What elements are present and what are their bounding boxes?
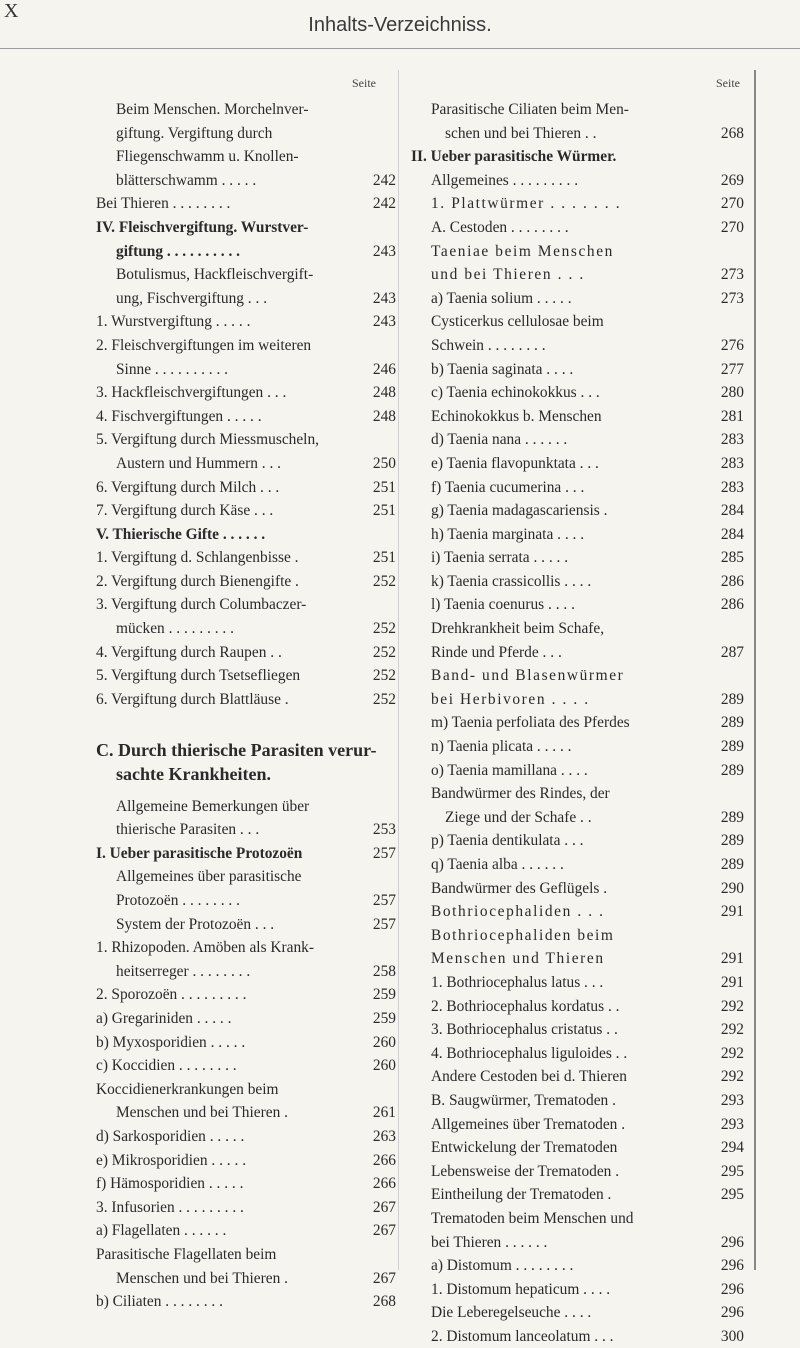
toc-entry	[96, 523, 396, 547]
toc-entry	[96, 98, 396, 122]
toc-entry	[96, 739, 396, 763]
toc-entry-label: Bothriocephaliden . . .	[431, 903, 605, 921]
toc-entry-label: c) Koccidien . . . . . . . .	[96, 1057, 237, 1075]
toc-entry-label: Austern und Hummern . . .	[116, 454, 281, 472]
toc-entry	[96, 145, 396, 169]
toc-entry-label: 7. Vergiftung durch Käse . . .	[96, 502, 274, 520]
toc-entry-label: 4. Fischvergiftungen . . . . .	[96, 407, 262, 425]
toc-entry	[96, 960, 396, 984]
toc-entry-label: heitserreger . . . . . . . .	[116, 962, 251, 980]
toc-entry	[96, 216, 396, 240]
toc-entry-label: Allgemeines über Trematoden .	[431, 1115, 626, 1133]
toc-entry	[96, 476, 396, 500]
left-seite-label: Seite	[352, 76, 376, 90]
toc-entry	[411, 452, 744, 476]
toc-entry-label: Fliegenschwamm u. Knollen-	[116, 148, 299, 166]
toc-entry	[96, 593, 396, 617]
toc-entry-page: 250	[372, 454, 396, 472]
toc-entry-label: Allgemeines über parasitische	[116, 868, 302, 886]
toc-entry-label: Rinde und Pferde . . .	[431, 643, 562, 661]
toc-entry-page: 257	[372, 844, 396, 862]
toc-entry-label: II. Ueber parasitische Würmer.	[411, 148, 617, 166]
toc-entry-label: Ziege und der Schafe . .	[445, 808, 592, 826]
toc-entry	[96, 763, 396, 787]
toc-entry-page: 293	[720, 1091, 744, 1109]
toc-entry-label: k) Taenia crassicollis . . . .	[431, 572, 592, 590]
toc-entry-page: 283	[720, 478, 744, 496]
toc-entry-label: Parasitische Flagellaten beim	[96, 1245, 277, 1263]
toc-entry-page: 287	[720, 643, 744, 661]
toc-entry-page: 295	[720, 1186, 744, 1204]
toc-entry-page: 289	[720, 738, 744, 756]
toc-entry-page: 257	[372, 892, 396, 909]
toc-entry	[96, 240, 396, 264]
toc-entry-page: 285	[720, 549, 744, 567]
toc-entry-page: 269	[720, 171, 744, 189]
toc-entry	[411, 381, 744, 405]
toc-entry-page: 268	[720, 124, 744, 142]
toc-entry	[411, 499, 744, 523]
right-seite-label: Seite	[716, 76, 740, 90]
toc-entry-page: 261	[372, 1104, 396, 1122]
toc-entry-label: Band- und Blasenwürmer	[431, 667, 625, 685]
toc-entry	[411, 287, 744, 311]
toc-entry-page: 267	[372, 1222, 396, 1240]
toc-entry-label: o) Taenia mamillana . . . .	[431, 761, 588, 779]
toc-entry-label: Die Leberegelseuche . . . .	[431, 1304, 592, 1322]
toc-entry	[96, 546, 396, 570]
toc-entry-label: 5. Vergiftung durch Tsetsefliegen	[96, 667, 301, 685]
toc-entry-page: 289	[720, 808, 744, 826]
toc-entry	[411, 216, 744, 240]
toc-entry-label: d) Taenia nana . . . . . .	[431, 431, 568, 449]
toc-left-column	[96, 98, 396, 1314]
toc-entry-label: e) Mikrosporidien . . . . .	[96, 1151, 247, 1169]
toc-entry	[411, 947, 744, 971]
toc-entry-page: 263	[372, 1127, 396, 1145]
toc-entry	[96, 1243, 396, 1267]
toc-entry-page: 243	[372, 289, 396, 307]
toc-entry	[411, 759, 744, 783]
toc-entry-label: g) Taenia madagascariensis .	[431, 502, 608, 520]
toc-entry-label: Schwein . . . . . . . .	[431, 336, 546, 354]
toc-entry	[411, 1160, 744, 1184]
toc-entry-page: 289	[720, 761, 744, 779]
toc-entry	[96, 1078, 396, 1102]
toc-entry-page: 273	[720, 289, 744, 307]
toc-entry	[411, 145, 744, 169]
toc-entry-page: 284	[720, 502, 744, 520]
toc-entry	[411, 476, 744, 500]
toc-entry-page: 286	[720, 596, 744, 614]
toc-entry	[411, 428, 744, 452]
toc-entry	[96, 818, 396, 842]
toc-entry-label: Bandwürmer des Geflügels .	[431, 879, 608, 897]
toc-entry-label: Botulismus, Hackfleischvergift-	[116, 266, 314, 284]
toc-entry-label: System der Protozoën . . .	[116, 915, 275, 933]
toc-entry-label: ung, Fischvergiftung . . .	[116, 289, 268, 307]
toc-entry-label: Parasitische Ciliaten beim Men-	[431, 101, 629, 118]
toc-entry	[411, 1113, 744, 1137]
toc-entry	[411, 853, 744, 877]
toc-entry	[411, 310, 744, 334]
toc-entry	[411, 711, 744, 735]
toc-entry-page: 289	[720, 714, 744, 732]
toc-entry	[96, 1290, 396, 1314]
toc-entry	[411, 806, 744, 830]
toc-entry	[96, 1172, 396, 1196]
toc-entry-label: Echinokokkus b. Menschen	[431, 407, 602, 425]
toc-entry	[96, 842, 396, 866]
toc-entry-page: 276	[720, 336, 744, 354]
toc-entry	[96, 334, 396, 358]
toc-entry-page: 292	[720, 1068, 744, 1086]
toc-entry-page: 296	[720, 1304, 744, 1322]
toc-entry-page: 286	[720, 572, 744, 590]
toc-entry-label: A. Cestoden . . . . . . . .	[431, 218, 569, 236]
toc-entry	[96, 287, 396, 311]
toc-entry	[96, 617, 396, 641]
toc-entry	[411, 1301, 744, 1325]
toc-entry-page: 277	[720, 360, 744, 378]
running-header-title: Inhalts-Verzeichniss.	[308, 14, 492, 36]
toc-entry	[411, 192, 744, 216]
toc-entry	[411, 122, 744, 146]
toc-entry-page: 291	[720, 903, 744, 921]
toc-entry-page: 296	[720, 1280, 744, 1298]
toc-entry-label: 1. Vergiftung d. Schlangenbisse .	[96, 549, 299, 567]
toc-entry-label: Cysticerkus cellulosae beim	[431, 313, 604, 331]
toc-entry	[411, 688, 744, 712]
toc-entry-label: Taeniae beim Menschen	[431, 242, 614, 260]
toc-entry	[411, 1278, 744, 1302]
toc-entry-label: Koccidienerkrankungen beim	[96, 1080, 279, 1098]
toc-entry-label: n) Taenia plicata . . . . .	[431, 738, 572, 756]
toc-entry-page: 291	[720, 950, 744, 968]
toc-entry-label: Lebensweise der Trematoden .	[431, 1162, 620, 1180]
toc-entry	[411, 1042, 744, 1066]
toc-entry-label: 1. Bothriocephalus latus . . .	[431, 973, 604, 991]
toc-entry	[96, 1267, 396, 1291]
toc-entry-page: 252	[372, 620, 396, 638]
toc-entry-label: Eintheilung der Trematoden .	[431, 1186, 612, 1204]
toc-entry-page: 293	[720, 1115, 744, 1133]
toc-entry-label: schen und bei Thieren . .	[445, 124, 597, 142]
toc-entry	[411, 593, 744, 617]
toc-entry-page: 258	[372, 962, 396, 980]
toc-entry	[411, 877, 744, 901]
toc-entry-label: Entwickelung der Trematoden	[431, 1139, 618, 1157]
toc-entry-label: a) Gregariniden . . . . .	[96, 1009, 232, 1027]
toc-entry-label: bei Thieren . . . . . .	[431, 1233, 548, 1251]
toc-entry	[96, 1031, 396, 1055]
toc-entry-page: 260	[372, 1033, 396, 1051]
toc-entry-page: 251	[372, 549, 396, 567]
toc-entry	[411, 900, 744, 924]
toc-entry-label: 1. Plattwürmer . . . . . . .	[431, 195, 622, 213]
toc-entry-page: 273	[720, 266, 744, 284]
toc-entry-label: Trematoden beim Menschen und	[431, 1209, 634, 1227]
toc-entry-label: B. Saugwürmer, Trematoden .	[431, 1091, 616, 1109]
toc-entry	[96, 1054, 396, 1078]
toc-entry-page: 300	[720, 1327, 744, 1345]
toc-entry-label: Menschen und Thieren	[431, 950, 605, 968]
toc-entry-label: Bothriocephaliden beim	[431, 926, 615, 944]
toc-entry-label: q) Taenia alba . . . . . .	[431, 856, 564, 873]
toc-entry-label: Protozoën . . . . . . . .	[116, 892, 240, 909]
toc-entry-label: b) Myxosporidien . . . . .	[96, 1033, 246, 1051]
toc-entry-label: Menschen und bei Thieren .	[116, 1269, 288, 1287]
toc-entry-label: Drehkrankheit beim Schafe,	[431, 620, 605, 638]
toc-entry	[411, 358, 744, 382]
toc-entry-label: bei Herbivoren . . . .	[431, 690, 590, 708]
toc-entry	[96, 122, 396, 146]
toc-entry	[96, 1196, 396, 1220]
toc-entry	[411, 1231, 744, 1255]
toc-entry-label: 1. Distomum hepaticum . . . .	[431, 1280, 611, 1298]
toc-entry-label: m) Taenia perfoliata des Pferdes	[431, 714, 630, 732]
toc-entry-label: l) Taenia coenurus . . . .	[431, 596, 575, 614]
toc-entry	[411, 240, 744, 264]
toc-entry	[411, 782, 744, 806]
toc-entry-label: a) Distomum . . . . . . . .	[431, 1257, 574, 1275]
toc-entry-page: 292	[720, 1044, 744, 1062]
toc-entry-page: 266	[372, 1175, 396, 1193]
toc-entry-page: 284	[720, 525, 744, 543]
toc-entry	[96, 169, 396, 193]
toc-entry-page: 291	[720, 973, 744, 991]
toc-entry	[96, 1101, 396, 1125]
toc-entry-page: 259	[372, 1009, 396, 1027]
toc-entry	[96, 452, 396, 476]
toc-entry	[411, 617, 744, 641]
toc-entry-page: 280	[720, 384, 744, 402]
toc-entry-label: und bei Thieren . . .	[431, 266, 585, 284]
toc-entry-page: 289	[720, 690, 744, 708]
toc-entry	[411, 641, 744, 665]
toc-entry-label: 6. Vergiftung durch Blattläuse .	[96, 690, 289, 708]
toc-entry	[411, 405, 744, 429]
toc-entry-page: 296	[720, 1233, 744, 1251]
toc-entry	[96, 499, 396, 523]
toc-entry-label: d) Sarkosporidien . . . . .	[96, 1127, 245, 1145]
toc-entry	[411, 570, 744, 594]
toc-entry-label: 1. Wurstvergiftung . . . . .	[96, 313, 251, 331]
toc-entry	[96, 263, 396, 287]
toc-entry	[411, 1136, 744, 1160]
toc-entry-page: 270	[720, 195, 744, 213]
toc-entry	[411, 1254, 744, 1278]
toc-entry-label: Sinne . . . . . . . . . .	[116, 360, 229, 378]
column-divider	[398, 70, 399, 1270]
toc-entry	[96, 1125, 396, 1149]
toc-entry-label: 5. Vergiftung durch Miessmuscheln,	[96, 431, 319, 449]
toc-entry-page: 267	[372, 1269, 396, 1287]
toc-entry-page: 242	[372, 171, 396, 189]
toc-entry-page: 252	[372, 690, 396, 708]
toc-entry-page: 289	[720, 856, 744, 873]
toc-entry-page: 295	[720, 1162, 744, 1180]
toc-entry-label: i) Taenia serrata . . . . .	[431, 549, 569, 567]
toc-entry	[411, 523, 744, 547]
toc-entry-label: 4. Vergiftung durch Raupen . .	[96, 643, 282, 661]
toc-entry	[411, 1065, 744, 1089]
toc-entry	[411, 1325, 744, 1348]
toc-entry-label: sachte Krankheiten.	[116, 764, 271, 785]
toc-entry-label: V. Thierische Gifte . . . . . .	[96, 525, 266, 543]
header-rule	[0, 48, 800, 49]
toc-entry-label: 1. Rhizopoden. Amöben als Krank-	[96, 939, 314, 957]
toc-entry-label: thierische Parasiten . . .	[116, 821, 260, 839]
toc-entry-page: 251	[372, 478, 396, 496]
toc-entry-label: b) Taenia saginata . . . .	[431, 360, 574, 378]
spacer	[96, 787, 396, 795]
toc-entry-label: a) Flagellaten . . . . . .	[96, 1222, 227, 1240]
toc-entry-label: 3. Hackfleischvergiftungen . . .	[96, 384, 287, 402]
toc-entry	[96, 913, 396, 937]
toc-entry-page: 296	[720, 1257, 744, 1275]
toc-entry-label: Andere Cestoden bei d. Thieren	[431, 1068, 627, 1086]
toc-entry	[411, 169, 744, 193]
toc-entry-label: Menschen und bei Thieren .	[116, 1104, 288, 1122]
toc-entry	[96, 889, 396, 913]
toc-entry-page: 281	[720, 407, 744, 425]
toc-entry-label: 2. Fleischvergiftungen im weiteren	[96, 336, 312, 354]
toc-entry-label: C. Durch thierische Parasiten verur-	[96, 740, 377, 761]
toc-entry-label: 6. Vergiftung durch Milch . . .	[96, 478, 280, 496]
toc-entry-page: 283	[720, 454, 744, 472]
spacer	[96, 711, 396, 739]
toc-entry-page: 252	[372, 667, 396, 685]
toc-entry	[411, 1018, 744, 1042]
toc-entry-label: f) Taenia cucumerina . . .	[431, 478, 585, 496]
toc-entry-label: f) Hämosporidien . . . . .	[96, 1175, 244, 1193]
toc-entry	[411, 664, 744, 688]
toc-entry-label: a) Taenia solium . . . . .	[431, 289, 572, 307]
toc-entry	[96, 570, 396, 594]
toc-entry-page: 266	[372, 1151, 396, 1169]
toc-entry-page: 242	[372, 195, 396, 213]
toc-entry	[411, 1089, 744, 1113]
toc-entry-page: 257	[372, 915, 396, 933]
toc-entry-label: Bandwürmer des Rindes, der	[431, 785, 610, 803]
toc-entry-page: 253	[372, 821, 396, 839]
toc-entry	[96, 983, 396, 1007]
toc-entry-page: 292	[720, 1021, 744, 1039]
toc-entry	[411, 334, 744, 358]
toc-entry	[96, 405, 396, 429]
toc-entry-label: Bei Thieren . . . . . . . .	[96, 195, 231, 213]
page-edge-shadow	[754, 70, 756, 1270]
toc-entry	[96, 688, 396, 712]
toc-entry-label: mücken . . . . . . . . .	[116, 620, 234, 638]
toc-entry-label: I. Ueber parasitische Protozoën	[96, 844, 303, 862]
toc-entry-page: 290	[720, 879, 744, 897]
toc-entry-label: 3. Vergiftung durch Columbaczer-	[96, 596, 307, 614]
toc-entry	[96, 795, 396, 819]
toc-entry-page: 246	[372, 360, 396, 378]
toc-entry-page: 252	[372, 643, 396, 661]
toc-entry	[411, 1207, 744, 1231]
toc-entry	[411, 829, 744, 853]
toc-entry	[411, 546, 744, 570]
toc-entry-label: giftung. Vergiftung durch	[116, 124, 273, 142]
toc-entry-page: 283	[720, 431, 744, 449]
toc-entry	[96, 428, 396, 452]
toc-entry-page: 259	[372, 986, 396, 1004]
toc-entry	[411, 735, 744, 759]
toc-entry-label: 3. Infusorien . . . . . . . . .	[96, 1198, 244, 1216]
toc-entry	[411, 263, 744, 287]
toc-entry-label: b) Ciliaten . . . . . . . .	[96, 1293, 223, 1311]
toc-entry-label: Beim Menschen. Morchelnver-	[116, 101, 309, 118]
toc-entry	[96, 358, 396, 382]
toc-entry	[96, 664, 396, 688]
toc-entry-page: 260	[372, 1057, 396, 1075]
toc-entry-label: 4. Bothriocephalus liguloides . .	[431, 1044, 628, 1062]
toc-entry-label: IV. Fleischvergiftung. Wurstver-	[96, 218, 309, 236]
toc-entry-label: c) Taenia echinokokkus . . .	[431, 384, 600, 402]
toc-entry-label: h) Taenia marginata . . . .	[431, 525, 585, 543]
toc-entry-label: 2. Vergiftung durch Bienengifte .	[96, 572, 299, 590]
toc-entry-label: e) Taenia flavopunktata . . .	[431, 454, 599, 472]
toc-entry-label: 2. Sporozoën . . . . . . . . .	[96, 986, 247, 1004]
toc-entry	[411, 924, 744, 948]
toc-right-column	[411, 98, 744, 1348]
toc-entry-page: 268	[372, 1293, 396, 1311]
toc-entry	[411, 995, 744, 1019]
toc-entry-page: 267	[372, 1198, 396, 1216]
toc-entry	[96, 1219, 396, 1243]
toc-entry-page: 252	[372, 572, 396, 590]
corner-mark: X	[4, 0, 19, 22]
toc-entry-page: 248	[372, 407, 396, 425]
toc-entry-page: 292	[720, 997, 744, 1015]
toc-entry	[96, 310, 396, 334]
toc-entry-page: 251	[372, 502, 396, 520]
toc-entry	[96, 1007, 396, 1031]
toc-entry-page: 294	[720, 1139, 744, 1157]
toc-entry	[96, 936, 396, 960]
toc-entry	[96, 192, 396, 216]
toc-entry	[96, 641, 396, 665]
toc-entry-label: 3. Bothriocephalus cristatus . .	[431, 1021, 618, 1039]
toc-entry	[411, 971, 744, 995]
toc-entry-page: 270	[720, 218, 744, 236]
toc-entry-label: Allgemeines . . . . . . . . .	[431, 171, 579, 189]
toc-entry	[411, 1183, 744, 1207]
toc-entry-label: 2. Distomum lanceolatum . . .	[431, 1327, 614, 1345]
toc-entry-label: blätterschwamm . . . . .	[116, 171, 257, 189]
toc-entry	[96, 1149, 396, 1173]
toc-entry-label: 2. Bothriocephalus kordatus . .	[431, 997, 620, 1015]
toc-entry-label: Allgemeine Bemerkungen über	[116, 797, 310, 815]
toc-entry-label: giftung . . . . . . . . . .	[116, 242, 240, 260]
toc-entry-label: p) Taenia dentikulata . . .	[431, 832, 584, 850]
toc-entry-page: 289	[720, 832, 744, 850]
toc-entry-page: 248	[372, 384, 396, 402]
toc-entry	[96, 381, 396, 405]
toc-entry	[96, 865, 396, 889]
toc-entry-page: 243	[372, 242, 396, 260]
toc-entry-page: 243	[372, 313, 396, 331]
toc-entry	[411, 98, 744, 122]
